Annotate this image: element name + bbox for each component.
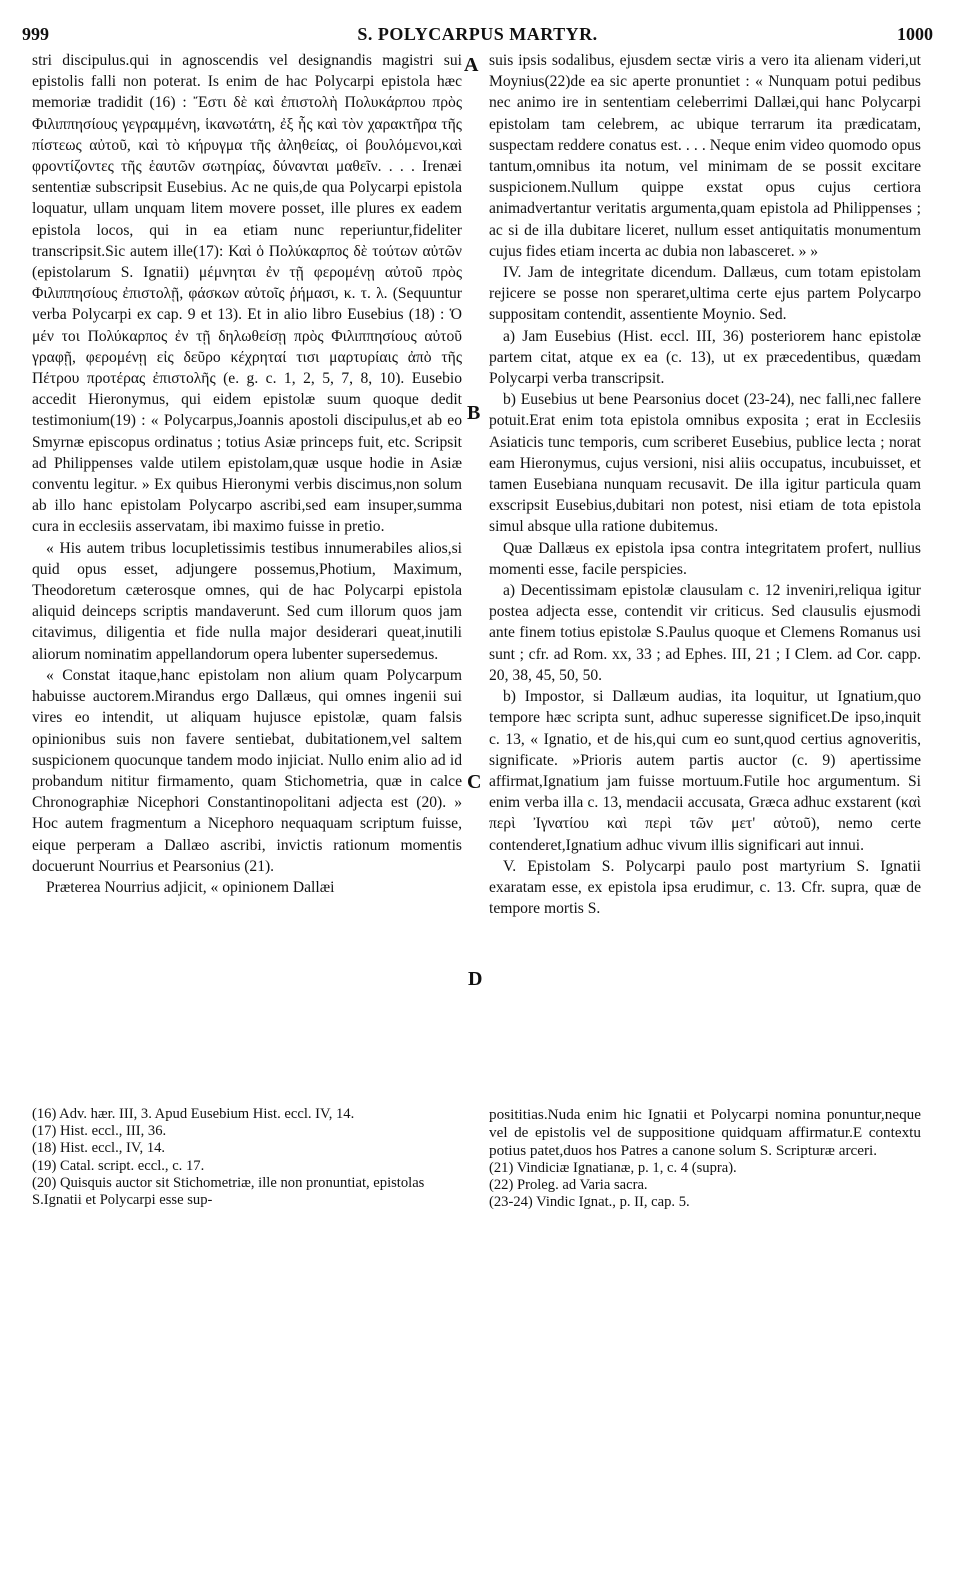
right-paragraph-6: a) Decentissimam epistolæ clausulam c. 12 inveniri,reliqua igitur postea adjecta esse, contendit vir criticus. Sed clausulis ejusmodi ante finem totius epistolæ S.Paulus quoque et Clemens Romanus usi sunt ; cfr. ad Rom. xx, 33 ; ad Ephes. III, 21 ; I Clem. ad Cor. capp. 20, 38, 45, 50, 50. <box>489 582 921 684</box>
left-paragraph-2: « His autem tribus locupletissimis testibus innumerabiles alios,si quid opus esset, adjungere possemus,Photium, Maximum, Theodoretum cæterosque omnes, qui de hac Polycarpi epistola aliquid deinceps scriptis mandaverunt. Sed cum illorum quos jam citavimus, diligentia et fide nulla major desiderari queat,inutili aliorum nominatim appellandorum opera lubenter supersedemus. <box>32 539 462 663</box>
footnotes-right <box>489 1106 921 1212</box>
margin-marker-b: B <box>467 402 481 424</box>
right-paragraph-8: V. Epistolam S. Polycarpi paulo post martyrium S. Ignatii exaratam esse, ex epistola ipsa erudimur, c. 13. Cfr. supra, quæ de tempore mortis S. <box>489 857 921 918</box>
footnote-23-24: (23-24) Vindic Ignat., p. II, cap. 5. <box>489 1194 690 1211</box>
footnote-20: (20) Quisquis auctor sit Stichometriæ, ille non pronuntiat, epistolas S.Ignatii et Polycarpi esse sup- <box>32 1174 425 1209</box>
page-number-left: 999 <box>22 24 49 44</box>
left-column <box>32 50 462 898</box>
footnote-19: (19) Catal. script. eccl., c. 17. <box>32 1157 205 1174</box>
right-paragraph-7: b) Impostor, si Dallæum audias, ita loquitur, ut Ignatium,quo tempore hæc scripta sunt, adhuc superesse significet.De ipso,inquit c. 13, « Ignatio, et de his,qui cum eo sunt,quod certius agnoveritis, significate. »Prioris autem partis auctor (c. 9) apertissime affirmat,Ignatium jam fuisse mortuum.Futile hoc argumentum. Si enim verba illa c. 13, mendacii accusata, Græca adhuc exstarent (καὶ περὶ Ἰγνατίου καὶ περὶ τῶν μετ' αὐτοῦ), nemo certe contenderet,Ignatium adhuc vivum illis significari aut innui. <box>489 688 921 854</box>
right-paragraph-1: suis ipsis sodalibus, ejusdem sectæ viris a vero ita alienam videri,ut Moynius(22)de ea sic aperte pronuntiet : « Nunquam potui pedibus nec animo ire in sententiam celeberrimi Dallæi,qui hanc Polycarpi epistolam tam celebrem, ac ubique terrarum ita prædicatam, suspectam reddere conatus est. . . . Neque enim video quomodo opus tantum,omnibus ita notum, vel minimam de se possit excitare suspicionem.Nullum quippe exstat opus cujus certiora animadvertantur veritatis argumenta,quam epistola ad Philippenses ; ac si de illa dubitare liceret, nullum esset antiquitatis monumentum cujus fides etiam incerta ac dubia non labasceret. » » <box>489 52 921 260</box>
page-header <box>22 22 933 46</box>
footnote-18: (18) Hist. eccl., IV, 14. <box>32 1140 166 1157</box>
left-paragraph-3: « Constat itaque,hanc epistolam non alium quam Polycarpum habuisse auctorem.Mirandus ergo Dallæus, qui omnes ingenii sui vires eo intendit, ut aliquam hujusce epistolæ, quam falsis opinionibus suis non favere sentiebat, dubitationem,vel saltem suspicionem quocunque tandem modo injiciat. Nullo enim alio ad id probandum nititur firmamento, quam Stichometria, quæ in calce Chronographiæ Nicephori Constantinopolitani adjecta est (20). » Hoc autem fragmentum a Nicephoro nequaquam scriptum fuisse, eique perperam a Dallæo ascribi, invictis rationum momentis docuerunt Nourrius et Pearsonius (21). <box>32 666 462 875</box>
footnotes-left <box>32 1106 462 1209</box>
left-paragraph-1: stri discipulus.qui in agnoscendis vel designandis magistri sui epistolis falli non poterat. Is enim de hac Polycarpi epistola hæc memoriæ tradidit (16) : Ἔστι δὲ καὶ ἐπιστολὴ Πολυκάρπου πρὸς Φιλιππησίους γεγραμμένη, ἱκανωτάτη, ἐξ ἧς καὶ τὸν χαρακτῆρα τῆς πίστεως αὐτοῦ, καὶ τὸ κήρυγμα τῆς ἀληθείας, οἱ βουλόμενοι,καὶ φροντίζοντες τῆς ἑαυτῶν σωτηρίας, δύνανται μαθεῖν. . . . Irenæi sententiæ subscripsit Eusebius. Ac ne quis,de qua Polycarpi epistola loquatur, ullam unquam litem movere posset, ille plures ex eadem epistola locos, qui in ea etiam nunc reperiuntur,fideliter transcripsit.Sic autem ille(17): Καὶ ὁ Πολύκαρπος δὲ τούτων αὐτῶν (epistolarum S. Ignatii) μέμνηται ἐν τῇ φερομένῃ αὐτοῦ πρὸς Φιλιππησίους ἐπιστολῇ, φάσκων αὐτοῖς ῥήμασι, κ. τ. λ. (Sequuntur verba Polycarpi ex cap. 9 et 13). Et in alio libro Eusebius (18) : Ὁ μέν τοι Πολύκαρπος ἐν τῇ δηλωθείσῃ πρὸς Φιλιππησίους αὐτοῦ γραφῇ, φερομένῃ εἰς δεῦρο κέχρηταί τισι μαρτυρίαις ἀπὸ τῆς Πέτρου προτέρας ἐπιστολῆς (e. g. c. 1, 2, 5, 7, 8, 10). Eusebio accedit Hieronymus, qui eidem epistolæ suum quoque dedit testimonium(19) : « Polycarpus,Joannis apostoli discipulus,et ab eo Smyrnæ episcopus ordinatus ; totius Asiæ princeps fuit, etc. Scripsit ad Philippenses valde utilem epistolam,quæ usque hodie in Asiæ conventu legitur. » Ex quibus Hieronymi verbis discimus,non solum ab illo hanc epistolam Polycarpo ascribi,sed eam insuper,summa cura in ecclesiis asservatam, ibi maximo fuisse in pretio. <box>32 52 462 536</box>
running-title: S. POLYCARPUS MARTYR. <box>357 24 598 44</box>
right-column <box>489 50 921 919</box>
right-paragraph-2: IV. Jam de integritate dicendum. Dallæus, cum totam epistolam rejicere se posse non speraret,ultima certe ejus partem Polycarpo suppositam contendit, assentiente Moynio. Sed. <box>489 264 921 324</box>
footnote-22: (22) Proleg. ad Varia sacra. <box>489 1177 648 1194</box>
footnote-21: (21) Vindiciæ Ignatianæ, p. 1, c. 4 (supra). <box>489 1160 737 1176</box>
margin-marker-a: A <box>464 54 479 76</box>
footnote-16: (16) Adv. hær. III, 3. Apud Eusebium Hist. eccl. IV, 14. <box>32 1106 355 1122</box>
right-paragraph-3: a) Jam Eusebius (Hist. eccl. III, 36) posteriorem hanc epistolæ partem citat, atque ex ea (c. 13), ut ex præcedentibus, quædam Polycarpi verba transcripsit. <box>489 327 921 388</box>
page-number-right: 1000 <box>897 24 933 44</box>
margin-marker-d: D <box>468 968 483 990</box>
footnote-20-continuation: posititias.Nuda enim hic Ignatii et Polycarpi nomina ponuntur,neque vel de epistolis vel de suppositione quidquam affirmatur.E contextu potius patet,duos hos Patres a canone solum S. Scripturæ arceri. <box>489 1106 921 1159</box>
margin-marker-c: C <box>467 771 482 793</box>
left-paragraph-4: Præterea Nourrius adjicit, « opinionem Dallæi <box>46 878 335 896</box>
right-paragraph-5: Quæ Dallæus ex epistola ipsa contra integritatem profert, nullius momenti esse, facile perspicies. <box>489 539 921 578</box>
right-paragraph-4: b) Eusebius ut bene Pearsonius docet (23-24), nec falli,nec fallere potuit.Erat enim tota epistola omnibus exposita ; erat in Ecclesiis Asiaticis tunc temporis, cum scriberet Eusebius, publice lecta ; norat eam Hieronymus, cujus versioni, nisi aliis occupatus, incubuisset, et tamen Eusebiana nunquam recusavit. De illa igitur particula quam exscripsit Eusebius,dubitari non potest, nisi etiam de tota epistola simul absque ulla ratione dubitemus. <box>489 391 921 536</box>
footnote-17: (17) Hist. eccl., III, 36. <box>32 1123 167 1140</box>
